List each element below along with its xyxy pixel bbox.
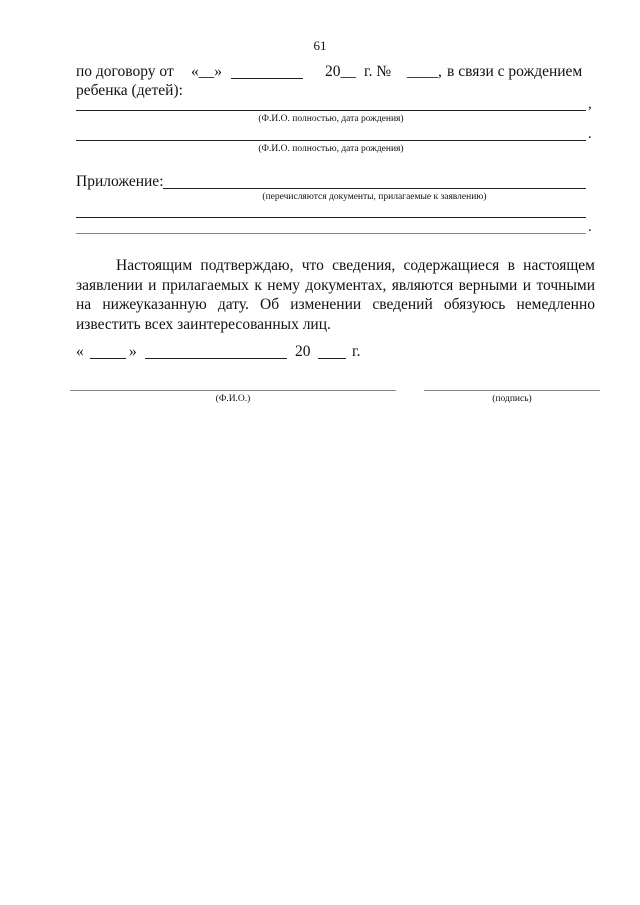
contract-in-connection: в связи с рождением	[447, 63, 583, 80]
date-quote-open: «	[76, 343, 84, 360]
child-line-1-comma: ,	[588, 96, 592, 112]
date-year-suffix: г.	[352, 343, 361, 360]
contract-day-quote: «__»	[191, 63, 222, 80]
attachment-line-3	[76, 233, 586, 234]
date-month-blank	[145, 358, 287, 359]
contract-number-blank: ____,	[407, 63, 442, 80]
sign-caption: (подпись)	[492, 394, 532, 404]
contract-year-prefix: 20__	[325, 63, 356, 80]
child-line-1	[76, 110, 586, 111]
child-caption-1: (Ф.И.О. полностью, дата рождения)	[258, 114, 404, 124]
fio-signature-line	[70, 390, 396, 391]
child-caption-2: (Ф.И.О. полностью, дата рождения)	[258, 144, 404, 154]
child-line-2	[76, 140, 586, 141]
page-number: 61	[313, 38, 327, 53]
confirmation-paragraph: Настоящим подтверждаю, что сведения, содержащиеся в настоящем заявлении и прилагаемых к нему документах, являются верными и точными на нижеуказанную дату. Об изменении сведений обязуюсь немедленно известить всех заинтересованных лиц.	[76, 257, 595, 333]
contract-month-blank	[231, 78, 303, 79]
attachment-line-1	[163, 188, 586, 189]
attachment-period: .	[588, 219, 592, 235]
fio-caption: (Ф.И.О.)	[215, 394, 251, 404]
date-year: 20	[295, 343, 311, 360]
date-year-blank	[318, 358, 346, 359]
child-line-2-period: .	[588, 126, 592, 142]
contract-year-suffix: г. №	[364, 63, 392, 80]
attachment-caption: (перечисляются документы, прилагаемые к заявлению)	[262, 192, 487, 202]
child-label: ребенка (детей):	[76, 82, 183, 99]
contract-by-label: по договору от	[76, 63, 174, 80]
attachment-label: Приложение:	[76, 173, 164, 190]
date-quote-close: »	[129, 343, 137, 360]
attachment-line-2	[76, 217, 586, 218]
sign-signature-line	[424, 390, 600, 391]
date-day-blank	[90, 358, 126, 359]
